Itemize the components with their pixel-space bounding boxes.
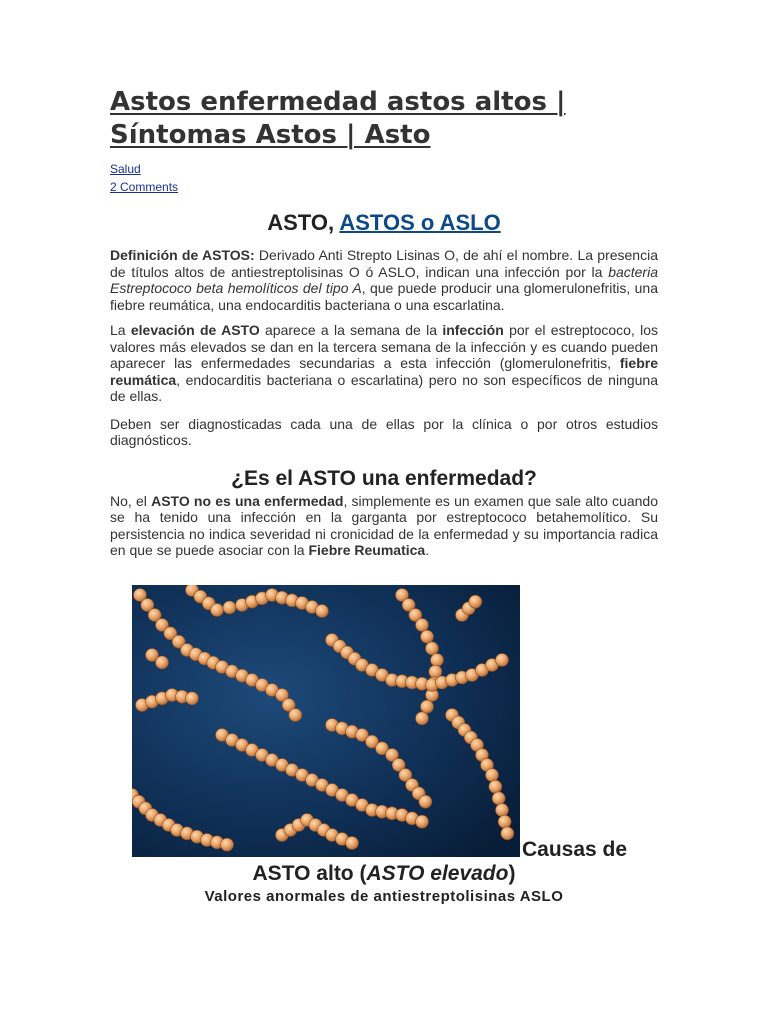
causas-line2-em: ASTO elevado (366, 862, 509, 885)
elevation-t4: , endocarditis bacteriana o escarlatina) pero no son específicos de ninguna de ellas. (110, 371, 658, 404)
section-heading-prefix: ASTO, (267, 210, 340, 235)
comments-link[interactable]: 2 Comments (110, 180, 179, 194)
definition-paragraph (110, 247, 658, 313)
elevation-t3: por el estreptococo, los valores más elevados se dan en la tercera semana de la infección y es cuando pueden aparecer las enfermedades secundarias a esta infección (glomerulonefritis, (110, 322, 659, 371)
article-title[interactable]: Astos enfermedad astos altos | Síntomas Astos | Asto (110, 87, 566, 150)
bacterium-cell (496, 804, 509, 817)
answer-paragraph (110, 493, 658, 559)
article-meta (110, 160, 658, 196)
bacterium-cell (416, 815, 429, 828)
bacteria-image (132, 585, 520, 857)
definition-text-a: Derivado Anti Strepto Lisinas O, de ahí el nombre. La presencia de títulos altos de antiestreptolisinas O ó ASLO, indican una infección por la (110, 247, 658, 280)
bacterium-cell (221, 838, 234, 851)
bacterium-cell (416, 712, 429, 725)
bacterium-cell (223, 601, 236, 614)
diagnosis-paragraph: Deben ser diagnosticadas cada una de ellas por la clínica o por otros estudios diagnósticos. (110, 415, 658, 448)
elevation-b2: infección (442, 322, 504, 338)
causas-line2-b: ) (508, 862, 516, 885)
bacterium-cell (186, 692, 199, 705)
answer-b2: Fiebre Reumatica (308, 542, 426, 558)
elevation-t1: La (110, 322, 131, 338)
bacterium-cell (346, 837, 359, 850)
valores-subtitle: Valores anormales de antiestreptolisinas ASLO (204, 888, 564, 905)
causas-heading-line2 (0, 861, 768, 887)
bacterium-cell (211, 604, 224, 617)
bacterium-cell (431, 654, 444, 667)
section-heading-asto (110, 209, 658, 237)
definition-text-b: , que puede producir una glomerulonefritis, una fiebre reumática, una endocarditis bacteriana o una escarlatina. (110, 280, 658, 313)
bacterium-cell (486, 769, 499, 782)
answer-t2: , simplemente es un examen que sale alto cuando se ha tenido una infección en la garganta por estreptococo betahemolítico. Su persistencia no indica severidad ni cronicidad de la enfermedad y su importancia radica en que se puede asociar con la (110, 492, 658, 558)
definition-lead: Definición de ASTOS: (110, 247, 255, 263)
bacterium-cell (492, 792, 505, 805)
causas-line2-a: ASTO alto ( (252, 862, 367, 885)
elevation-paragraph (110, 322, 658, 405)
article (110, 86, 658, 559)
astos-aslo-link[interactable]: ASTOS o ASLO (339, 210, 501, 235)
answer-t3: . (425, 542, 430, 558)
bacterium-cell (498, 815, 511, 828)
bacterium-cell (469, 595, 482, 608)
elevation-b1: elevación de ASTO (130, 322, 260, 338)
question-heading: ¿Es el ASTO una enfermedad? (231, 466, 537, 490)
bacterium-cell (421, 630, 434, 643)
bacterium-cell (496, 654, 509, 667)
bacterium-cell (426, 642, 439, 655)
definition-bacteria: bacteria Estreptococo beta hemolíticos del tipo A (110, 263, 658, 296)
bacterium-cell (316, 605, 329, 618)
causas-heading-line1: Causas de (522, 838, 628, 861)
streptococcus-micrograph (132, 585, 520, 857)
bacterium-cell (289, 709, 302, 722)
category-link[interactable]: Salud (110, 162, 141, 176)
elevation-b3: fiebre reumática (110, 355, 658, 388)
answer-b1: ASTO no es una enfermedad (151, 492, 344, 509)
bacterium-cell (419, 795, 432, 808)
elevation-t2: aparece a la semana de la (259, 322, 443, 338)
bacterium-cell (156, 656, 169, 669)
bacterium-cell (501, 827, 514, 840)
answer-t1: No, el (110, 492, 152, 509)
bacterium-cell (421, 700, 434, 713)
bacterium-cell (489, 780, 502, 793)
bacterium-cell (416, 619, 429, 632)
